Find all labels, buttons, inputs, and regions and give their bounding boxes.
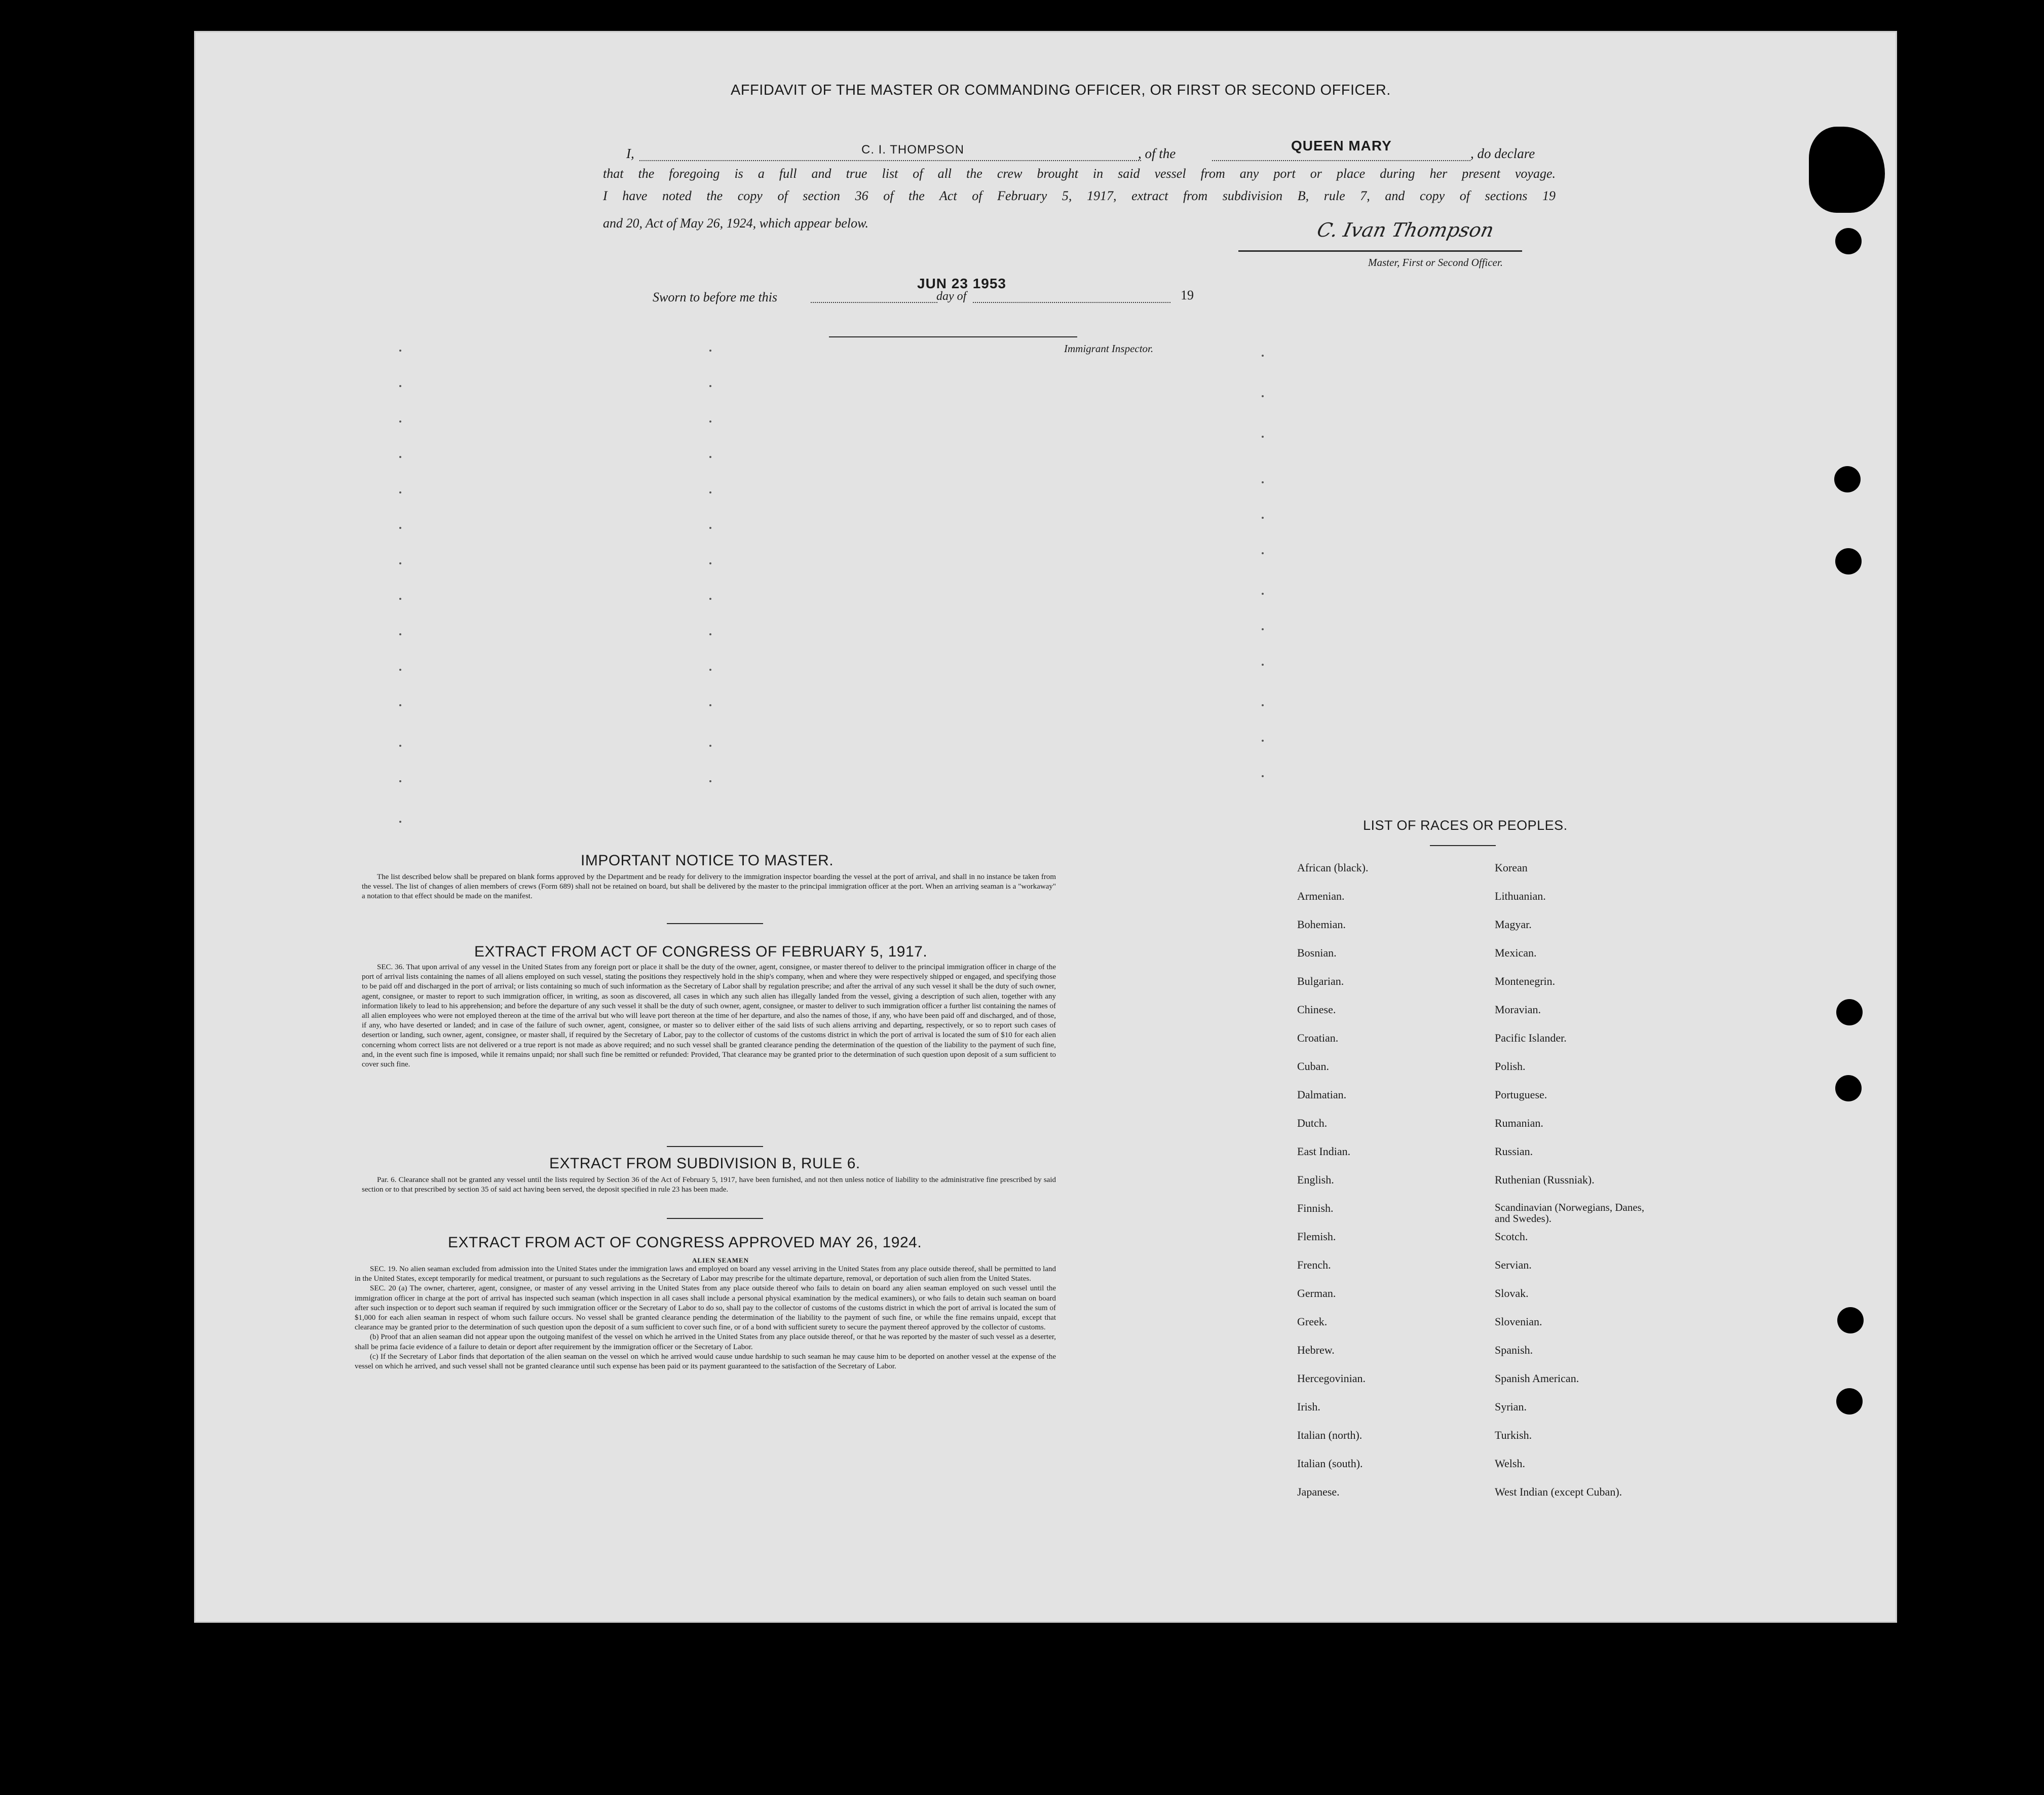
alien-seamen-subheading: ALIEN SEAMEN	[692, 1256, 749, 1264]
race-item: Chinese.	[1297, 1003, 1336, 1016]
subdivision-b-text: Par. 6. Clearance shall not be granted any vessel until the lists required by Section 36 of the Act of February 5, 1917, have been furnished, and not then unless notice of liability to the administrative fine prescribed by said section or to that prescribed by section 35 of said act having been served, the deposit specified in rule 23 has been made.	[362, 1176, 1056, 1194]
race-item: English.	[1297, 1173, 1334, 1186]
race-item: Korean	[1495, 861, 1528, 874]
divider-3	[667, 1218, 763, 1219]
race-item: Hercegovinian.	[1297, 1372, 1366, 1385]
race-item: Magyar.	[1495, 918, 1532, 931]
races-right-column	[1495, 861, 1662, 1514]
affidavit-line-3: I have noted the copy of section 36 of the Act of February 5, 1917, extract from subdivision B, rule 7, and copy of sections 19	[603, 188, 1556, 203]
master-signature: C. Ivan Thompson	[1315, 219, 1496, 241]
race-item: German.	[1297, 1287, 1336, 1300]
race-item: Portuguese.	[1495, 1088, 1547, 1101]
race-item: Japanese.	[1297, 1485, 1340, 1498]
affidavit-title: AFFIDAVIT OF THE MASTER OR COMMANDING OFFICER, OR FIRST OR SECOND OFFICER.	[731, 82, 1391, 98]
punch-hole	[1834, 466, 1861, 492]
race-item: Dutch.	[1297, 1117, 1328, 1129]
day-of-label: day of	[936, 290, 967, 303]
race-item: Pacific Islander.	[1495, 1032, 1567, 1044]
race-item: Slovak.	[1495, 1287, 1529, 1300]
race-item: Dalmatian.	[1297, 1088, 1347, 1101]
punch-hole	[1835, 1075, 1862, 1101]
vessel-name: QUEEN MARY	[1291, 138, 1392, 154]
race-item: Irish.	[1297, 1400, 1320, 1413]
master-name-line	[639, 160, 1141, 161]
race-item: Russian.	[1495, 1145, 1533, 1158]
vessel-name-line	[1212, 160, 1470, 161]
race-item: Mexican.	[1495, 946, 1537, 959]
race-item: Flemish.	[1297, 1230, 1336, 1243]
extract-1917-heading: EXTRACT FROM ACT OF CONGRESS OF FEBRUARY 5, 1917.	[474, 943, 928, 960]
punch-hole	[1836, 1388, 1863, 1415]
race-item: French.	[1297, 1258, 1331, 1271]
race-item: Spanish American.	[1495, 1372, 1579, 1385]
races-left-column	[1297, 861, 1368, 1514]
sec-19: SEC. 19. No alien seaman excluded from admission into the United States under the immigration laws and employed on board any vessel arriving in the United States from any place outside thereof, shall be permitted to land in the United States, except temporarily for medical treatment, or pursuant to such regulations as the Secretary of Labor may prescribe for the ultimate departure, removal, or deportation of such alien from the United States.	[355, 1265, 1056, 1283]
sec-20a: SEC. 20 (a) The owner, charterer, agent, consignee, or master of any vessel arriving in the United States from any place outside thereof who fails to detain on board any alien seaman employed on such vessel until the immigration officer in charge at the port of arrival has inspected such seaman (which inspection in all cases shall include a personal physical examination by the medical examiners), or who fails to detain such seaman on board after such inspection or to deport such seaman if required by such immigration officer or the Secretary of Labor to do so, shall pay to the collector of customs of the customs district in which the port of arrival is located the sum of $1,000 for each alien seaman in respect of whom such failure occurs. No vessel shall be granted clearance pending the determination of the liability to the payment of such fine, or while the fine remains unpaid, except that clearance may be granted prior to the determination of such question upon the deposit of a sum sufficient to cover such fine, or of a bond with sufficient surety to secure the payment thereof approved by the collector of customs.	[355, 1284, 1056, 1332]
race-item: Moravian.	[1495, 1003, 1541, 1016]
race-item: Hebrew.	[1297, 1344, 1335, 1356]
signature-caption: Master, First or Second Officer.	[1368, 256, 1503, 269]
races-divider	[1430, 845, 1496, 846]
notice-text: The list described below shall be prepared on blank forms approved by the Department and be ready for delivery to the immigration inspector boarding the vessel at the port of arrival, and shall in no instance be taken from the vessel. The list of changes of alien members of crews (Form 689) shall not be retained on board, but shall be delivered by the master to the principal immigration officer at the port. When an arriving seaman is a "workaway" a notation to that effect should be made on the manifest.	[362, 873, 1056, 901]
sec-20b: (b) Proof that an alien seaman did not appear upon the outgoing manifest of the vessel on which he arrived in the United States from any place outside thereof, or that he was reported by the master of such vessel as a deserter, shall be prima facie evidence of a failure to detain or deport after requirement by the immigration officer or the Secretary of Labor.	[355, 1333, 1056, 1351]
divider-1	[667, 923, 763, 924]
race-item: Welsh.	[1495, 1457, 1525, 1470]
race-item: Croatian.	[1297, 1032, 1339, 1044]
master-name: C. I. THOMPSON	[861, 143, 964, 157]
sworn-day-line	[811, 302, 937, 303]
race-item: Scandinavian (Norwegians, Danes, and Swedes).	[1495, 1201, 1645, 1225]
race-item: Italian (south).	[1297, 1457, 1363, 1470]
of-the-label: , of the	[1138, 146, 1176, 161]
affidavit-line-4: and 20, Act of May 26, 1924, which appear below.	[603, 216, 869, 231]
race-item: Cuban.	[1297, 1060, 1329, 1073]
subdivision-b-heading: EXTRACT FROM SUBDIVISION B, RULE 6.	[549, 1155, 860, 1172]
race-item: Scotch.	[1495, 1230, 1528, 1243]
race-item: East Indian.	[1297, 1145, 1351, 1158]
notice-heading: IMPORTANT NOTICE TO MASTER.	[581, 852, 834, 869]
extract-1924-text	[355, 1265, 1056, 1371]
race-item: Armenian.	[1297, 890, 1345, 902]
extract-1924-heading: EXTRACT FROM ACT OF CONGRESS APPROVED MAY 26, 1924.	[448, 1234, 922, 1251]
race-item: Spanish.	[1495, 1344, 1533, 1356]
date-stamp: JUN 23 1953	[917, 276, 1007, 291]
race-item: Greek.	[1297, 1315, 1328, 1328]
races-heading: LIST OF RACES OR PEOPLES.	[1363, 818, 1568, 833]
affidavit-line-2: that the foregoing is a full and true list of all the crew brought in said vessel from any port or place during her present voyage.	[603, 166, 1556, 181]
sworn-label: Sworn to before me this	[653, 290, 778, 304]
race-item: African (black).	[1297, 861, 1369, 874]
race-item: Rumanian.	[1495, 1117, 1543, 1129]
punch-hole	[1836, 999, 1863, 1025]
year-prefix: 19	[1181, 288, 1194, 302]
race-item: Bosnian.	[1297, 946, 1337, 959]
race-item: Montenegrin.	[1495, 975, 1556, 987]
inspector-line	[829, 336, 1077, 337]
i-label: I,	[626, 146, 634, 161]
race-item: Syrian.	[1495, 1400, 1527, 1413]
punch-hole	[1835, 228, 1862, 254]
punch-hole	[1837, 1307, 1864, 1333]
sworn-month-line	[973, 302, 1170, 303]
race-item: Lithuanian.	[1495, 890, 1546, 902]
race-item: Servian.	[1495, 1258, 1532, 1271]
race-item: Polish.	[1495, 1060, 1526, 1073]
race-item: Ruthenian (Russniak).	[1495, 1173, 1595, 1186]
sec-20c: (c) If the Secretary of Labor finds that deportation of the alien seaman on the vessel on which he arrived would cause undue hardship to such seaman he may cause him to be deported on another vessel at the expense of the vessel on which he arrived, and such vessel shall not be granted clearance until such expense has been paid or its payment guaranteed to the satisfaction of the Secretary of Labor.	[355, 1352, 1056, 1370]
do-declare-label: , do declare	[1470, 146, 1535, 161]
punch-hole	[1835, 548, 1862, 575]
race-item: Slovenian.	[1495, 1315, 1542, 1328]
extract-1917-text: SEC. 36. That upon arrival of any vessel in the United States from any foreign port or place it shall be the duty of the owner, agent, consignee, or master thereof to deliver to the principal immigration officer in charge of the port of arrival lists containing the names of all aliens employed on such vessel, stating the positions they respectively hold in the ship's company, when and where they were respectively shipped or engaged, and specifying those to be paid off and discharged in the port of arrival; or lists containing so much of such information as the Secretary of Labor shall by regulation prescribe; and after the arrival of any such vessel it shall be the duty of such owner, agent, consignee, or master to report to such immigration officer, in writing, as soon as discovered, all cases in which any such alien has illegally landed from the vessel, giving a description of such alien, together with any information likely to lead to his apprehension; and before the departure of any such vessel it shall be the duty of such owner, agent, consignee, or master to deliver to such immigration officer a further list containing the names of all alien employees who were not employed thereon at the time of the arrival but who will leave port thereon at the time of her departure, and also the names of those, if any, who have been paid off and discharged, and of those, if any, who have deserted or landed; and in case of the failure of such owner, agent, consignee, or master so to deliver either of the said lists of such aliens arriving and departing, respectively, or so to report such cases of desertion or landing, such owner, agent, consignee, or master shall, if required by the Secretary of Labor, pay to the collector of customs of the customs district in which the port of arrival is located the sum of $10 for each alien concerning whom correct lists are not delivered or a true report is not made as above required; and no such vessel shall be granted clearance pending the determination of the question of the liability to the payment of such fine, and, in the event such fine is imposed, while it remains unpaid; nor shall such fine be remitted or refunded: Provided, That clearance may be granted prior to the determination of such question upon deposit of a sum sufficient to cover such fine.	[362, 963, 1056, 1068]
race-item: Turkish.	[1495, 1429, 1532, 1441]
race-item: Italian (north).	[1297, 1429, 1362, 1441]
race-item: West Indian (except Cuban).	[1495, 1485, 1622, 1498]
race-item: Finnish.	[1297, 1202, 1334, 1214]
signature-line	[1238, 250, 1522, 252]
race-item: Bohemian.	[1297, 918, 1346, 931]
divider-2	[667, 1146, 763, 1147]
inspector-caption: Immigrant Inspector.	[1064, 342, 1154, 355]
race-item: Bulgarian.	[1297, 975, 1344, 987]
